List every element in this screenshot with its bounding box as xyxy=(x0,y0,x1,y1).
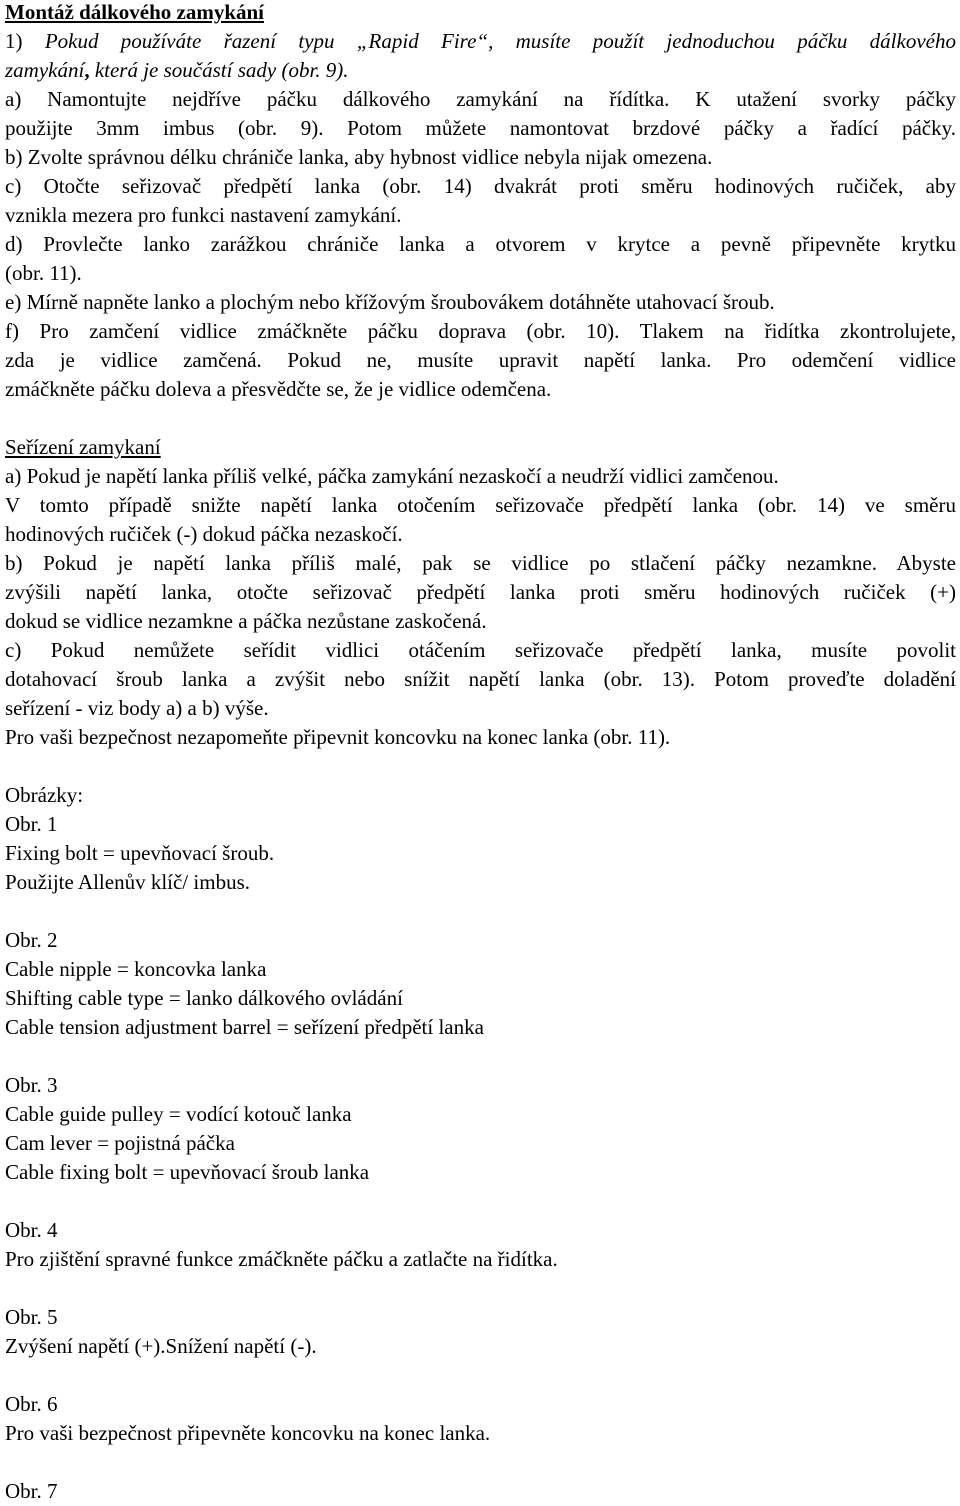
figure-caption-line: Použijte Allenův klíč/ imbus. xyxy=(5,870,250,894)
figure-caption-line: Cable fixing bolt = upevňovací šroub lanka xyxy=(5,1160,370,1184)
intro-line-1 xyxy=(5,27,956,56)
paragraph-line: dotahovací šroub lanka a zvýšit nebo snížit napětí lanka (obr. 13). Potom proveďte doladění xyxy=(5,667,956,691)
intro-italic-2b: která je součástí sady (obr. 9). xyxy=(89,58,349,82)
spacer xyxy=(5,897,956,926)
paragraph-line: zda je vidlice zamčená. Pokud ne, musíte upravit napětí lanka. Pro odemčení vidlice xyxy=(5,348,956,372)
spacer xyxy=(5,1361,956,1390)
paragraph-line: zmáčkněte páčku doleva a přesvědčte se, že je vidlice odemčena. xyxy=(5,377,552,401)
spacer xyxy=(5,1187,956,1216)
paragraph-line: seřízení - viz body a) a b) výše. xyxy=(5,696,269,720)
section-title-serizeni: Seřízení zamykaní xyxy=(5,435,161,459)
intro-line-2 xyxy=(5,56,956,85)
figure-label-obr5: Obr. 5 xyxy=(5,1305,58,1329)
intro-comma: , xyxy=(84,58,90,82)
paragraph-line: b) Zvolte správnou délku chrániče lanka, aby hybnost vidlice nebyla nijak omezena. xyxy=(5,145,713,169)
spacer xyxy=(5,1448,956,1477)
paragraph-line: b) Pokud je napětí lanka příliš malé, pak se vidlice po stlačení páčky nezamkne. Abyste xyxy=(5,551,956,575)
figure-label-obr7: Obr. 7 xyxy=(5,1479,58,1503)
figure-caption-line: Pro zjištění spravné funkce zmáčkněte páčku a zatlačte na řidítka. xyxy=(5,1247,558,1271)
paragraph-line: použijte 3mm imbus (obr. 9). Potom můžete namontovat brzdové páčky a řadící páčky. xyxy=(5,116,956,140)
paragraph-line: hodinových ručiček (-) dokud páčka nezaskočí. xyxy=(5,522,403,546)
paragraph-line: f) Pro zamčení vidlice zmáčkněte páčku doprava (obr. 10). Tlakem na řidítka zkontrolujete, xyxy=(5,319,956,343)
figure-label-obr3: Obr. 3 xyxy=(5,1073,58,1097)
figure-caption-line: Cable tension adjustment barrel = seřízení předpětí lanka xyxy=(5,1015,484,1039)
paragraph-line: d) Provlečte lanko zarážkou chrániče lanka a otvorem v krytce a pevně připevněte krytku xyxy=(5,232,956,256)
paragraph-line: vznikla mezera pro funkci nastavení zamykání. xyxy=(5,203,402,227)
figure-caption-line: Cable guide pulley = vodící kotouč lanka xyxy=(5,1102,352,1126)
spacer xyxy=(5,752,956,781)
paragraph-line: a) Pokud je napětí lanka příliš velké, páčka zamykání nezaskočí a neudrží vidlici zamčenou. xyxy=(5,464,779,488)
paragraph-line: dokud se vidlice nezamkne a páčka nezůstane zaskočená. xyxy=(5,609,487,633)
intro-number: 1) xyxy=(5,29,45,53)
figure-caption-line: Zvýšení napětí (+).Snížení napětí (-). xyxy=(5,1334,317,1358)
intro-italic-2a: zamykání xyxy=(5,58,85,82)
figure-caption-line: Pro vaši bezpečnost připevněte koncovku na konec lanka. xyxy=(5,1421,491,1445)
figure-caption-line: Cable nipple = koncovka lanka xyxy=(5,957,267,981)
paragraph-line: zvýšili napětí lanka, otočte seřizovač předpětí lanka proti směru hodinových ručiček (+) xyxy=(5,580,956,604)
section-title-montaz: Montáž dálkového zamykání xyxy=(5,0,265,24)
figures-heading: Obrázky: xyxy=(5,783,84,807)
figure-label-obr1: Obr. 1 xyxy=(5,812,58,836)
paragraph-line: c) Otočte seřizovač předpětí lanka (obr. 14) dvakrát proti směru hodinových ručiček, aby xyxy=(5,174,956,198)
figure-caption-line: Shifting cable type = lanko dálkového ovládání xyxy=(5,986,403,1010)
spacer xyxy=(5,1274,956,1303)
paragraph-line: Pro vaši bezpečnost nezapomeňte připevnit koncovku na konec lanka (obr. 11). xyxy=(5,725,671,749)
paragraph-line: V tomto případě snižte napětí lanka otočením seřizovače předpětí lanka (obr. 14) ve směru xyxy=(5,493,956,517)
paragraph-line: a) Namontujte nejdříve páčku dálkového zamykání na řídítka. K utažení svorky páčky xyxy=(5,87,956,111)
spacer xyxy=(5,1042,956,1071)
figure-label-obr4: Obr. 4 xyxy=(5,1218,58,1242)
figure-label-obr2: Obr. 2 xyxy=(5,928,58,952)
spacer xyxy=(5,404,956,433)
paragraph-line: e) Mírně napněte lanko a plochým nebo křížovým šroubovákem dotáhněte utahovací šroub. xyxy=(5,290,775,314)
intro-italic-1: Pokud používáte řazení typu „Rapid Fire“, musíte použít jednoduchou páčku dálkového xyxy=(44,29,956,53)
paragraph-line: c) Pokud nemůžete seřídit vidlici otáčením seřizovače předpětí lanka, musíte povolit xyxy=(5,638,956,662)
figure-caption-line: Cam lever = pojistná páčka xyxy=(5,1131,235,1155)
paragraph-line: (obr. 11). xyxy=(5,261,82,285)
figure-caption-line: Fixing bolt = upevňovací šroub. xyxy=(5,841,275,865)
figure-label-obr6: Obr. 6 xyxy=(5,1392,58,1416)
